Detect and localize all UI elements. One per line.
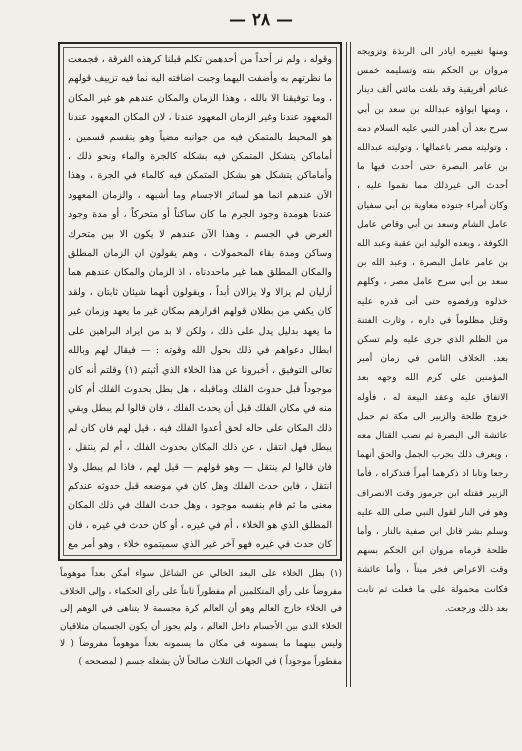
main-text-frame: [58, 42, 342, 561]
page-number: — ٢٨ —: [228, 10, 294, 30]
main-body-text: وقوله ، ولم نر أحداً من أحدهمن تكلم قبلنا كرهذه الفرقة ، فجمعت ما نظرتهم به وأضفت اليهما وجبت اضافته اليه نما فيه تزييف قولهم ، وما توفيقنا الا بالله ، وهذا الزمان والمكان عندهم هو غير المكان المعهود عندنا وغير الزمان المعهود عندنا ، لان المكان المعهود عندنا هو المحيط بالمتمكن فيه من جوانبه مضياً وهو ينقسم قسمين ، أماماكن يتشكل المتمكن فيه بشكله كالجرة والماء ونحو ذلك ، وأماماكن يتشكل هو بشكل المتمكن فيه كالماء في الجرة ، وهذا الآن عندهم انما هو لسائر الاجسام وما أشبهه ، والزمان المعهود عندنا هومدة وجود الجرم ما كان ساكناً أو متحركاً ، أو مدة وجود العرض في الجسم ، وهذا الآن عندهم لا يكون الا بين متحرك وساكن ومدة بقاء المحمولات ، وهم يقولون ان الزمان المطلق والمكان المطلق هما غير ماحددناه ، اذ الزمان والمكان عندهم هما أزليان لم يزالا ولا يزالان أبداً ، ويقولون أنهما شيئان ثابتان ، ولقد كان يكفي من بطلان قولهم اقرارهم بمكان غير ما يعهد وزمان غير ما يعهد بدليل يدل على ذلك ، ولكن لا بد من ايراد البراهين على ابطال دعواهم في ذلك بحول الله وقوته : — فيقال لهم وبالله تعالى التوفيق ، أخبرونا عن هذا الخلاء الذي أثبتم (١) وقلتم أنه كان موجوداً قبل حدوث الفلك وماقبله ، هل بطل بحدوث الفلك أم كان منه في مكان الفلك قبل أن يحدث الفلك ، فان قالوا لم يبطل وبقي ذلك المكان على حاله لحق أعدوا الفلك فيه ، قيل لهم فان كان لم يبطل فهل انتقل ، عن ذلك المكان بحدوث الفلك ، أم لم ينتقل ، فان قالوا لم ينتقل — وهو قولهم — قيل لهم ، فاذا لم يبطل ولا انتقل ، فاين حدث الفلك وهل كان في موضعه قبل حدوثه عندكم معنى ما ثم قام بنفسه موجود ، وهل حدث الفلك في ذلك المكان المطلق الذي هو الخلاء ، أم في غيره ، أو كان حدث في غيره ، فان كان حدث في غيره فهو آخر غير الذي سميتموه خلاء ، وهو أمر مع: [68, 54, 332, 551]
side-column: [350, 42, 510, 687]
side-column-text: ومنها تغييره اياذر الى الربذة وتزويجه مروان بن الحكم بنته وتسليمه خمس غنائم أفريقية وقد بلغت مائتي ألف دينار ، ومنها ايواؤه عبدالله بن سعد بن أبي سرح بعد أن أهدر النبي عليه السلام دمه ، وتوليته مصر باعمالها ، وتوليته عبدالله بن عامر البصرة حتى أحدث فيها ما أحدث الى غيرذلك مما نقموا عليه ، وكان أمراء جنوده معاوية بن أبي سفيان عامل الشام وسعد بن أبي وقاص عامل الكوفة ، وبعده الوليد ابن عقبة وعبد الله بن عامر عامل البصرة ، وعبد الله بن سعد بن أبي سرح عامل مصر ، وكلهم خذلوه ورفضوه حتى أتى قدره عليه وقتل مظلوماً في داره ، وثارت الفتنة من الظلم الذي جرى عليه ولم تسكن بعد. الخلاف الثامن في زمان أمير المؤمنين علي كرم الله وجهه بعد الاتفاق عليه وعقد البيعة له ، فأوله خروج طلحة والزبير الى مكة ثم حمل عائشة الى البصرة ثم نصب القتال معه ، ويعرف ذلك بحرب الجمل والحق أنهما رجعا وتابا اذ ذكرهما أمراً فتذكراه ، فأما الزبير فقتله ابن جرموز وقت الانصراف وهو في النار لقول النبي صلى الله عليه وسلم بشر قاتل ابن صفية بالنار ، وأما طلحة فرماه مروان ابن الحكم بسهم وقت الاعراض فخر ميتاً ، وأما عائشة فكانت محمولة على ما فعلت ثم تابت بعد ذلك ورجعت.: [357, 46, 508, 614]
footnote-text: (١) بطل الخلاء على البعد الخالي عن الشاغل سواء أمكن بعداً موهوماً مفروضاً على رأي المتكلمين أم مفطوراً ثابتاً على رأي الحكماء ، وإلى الخلاف في الخلاء خارج العالم وهو أن العالم كرة مجسمة لا يتناهى في الوهم إلى الخلاء الذي بين الأجسام داخل العالم ، ولم يجوز أن يكون الجسمان متلاقيان وليس بينهما ما يسمونه في مكان ما يسمونه بعداً موهوماً مفروضاً ( لا مفطوراً موجوداً ) في الجهات الثلاث صالحاً لأن يشغله جسم ( لمصححه ): [60, 569, 342, 667]
